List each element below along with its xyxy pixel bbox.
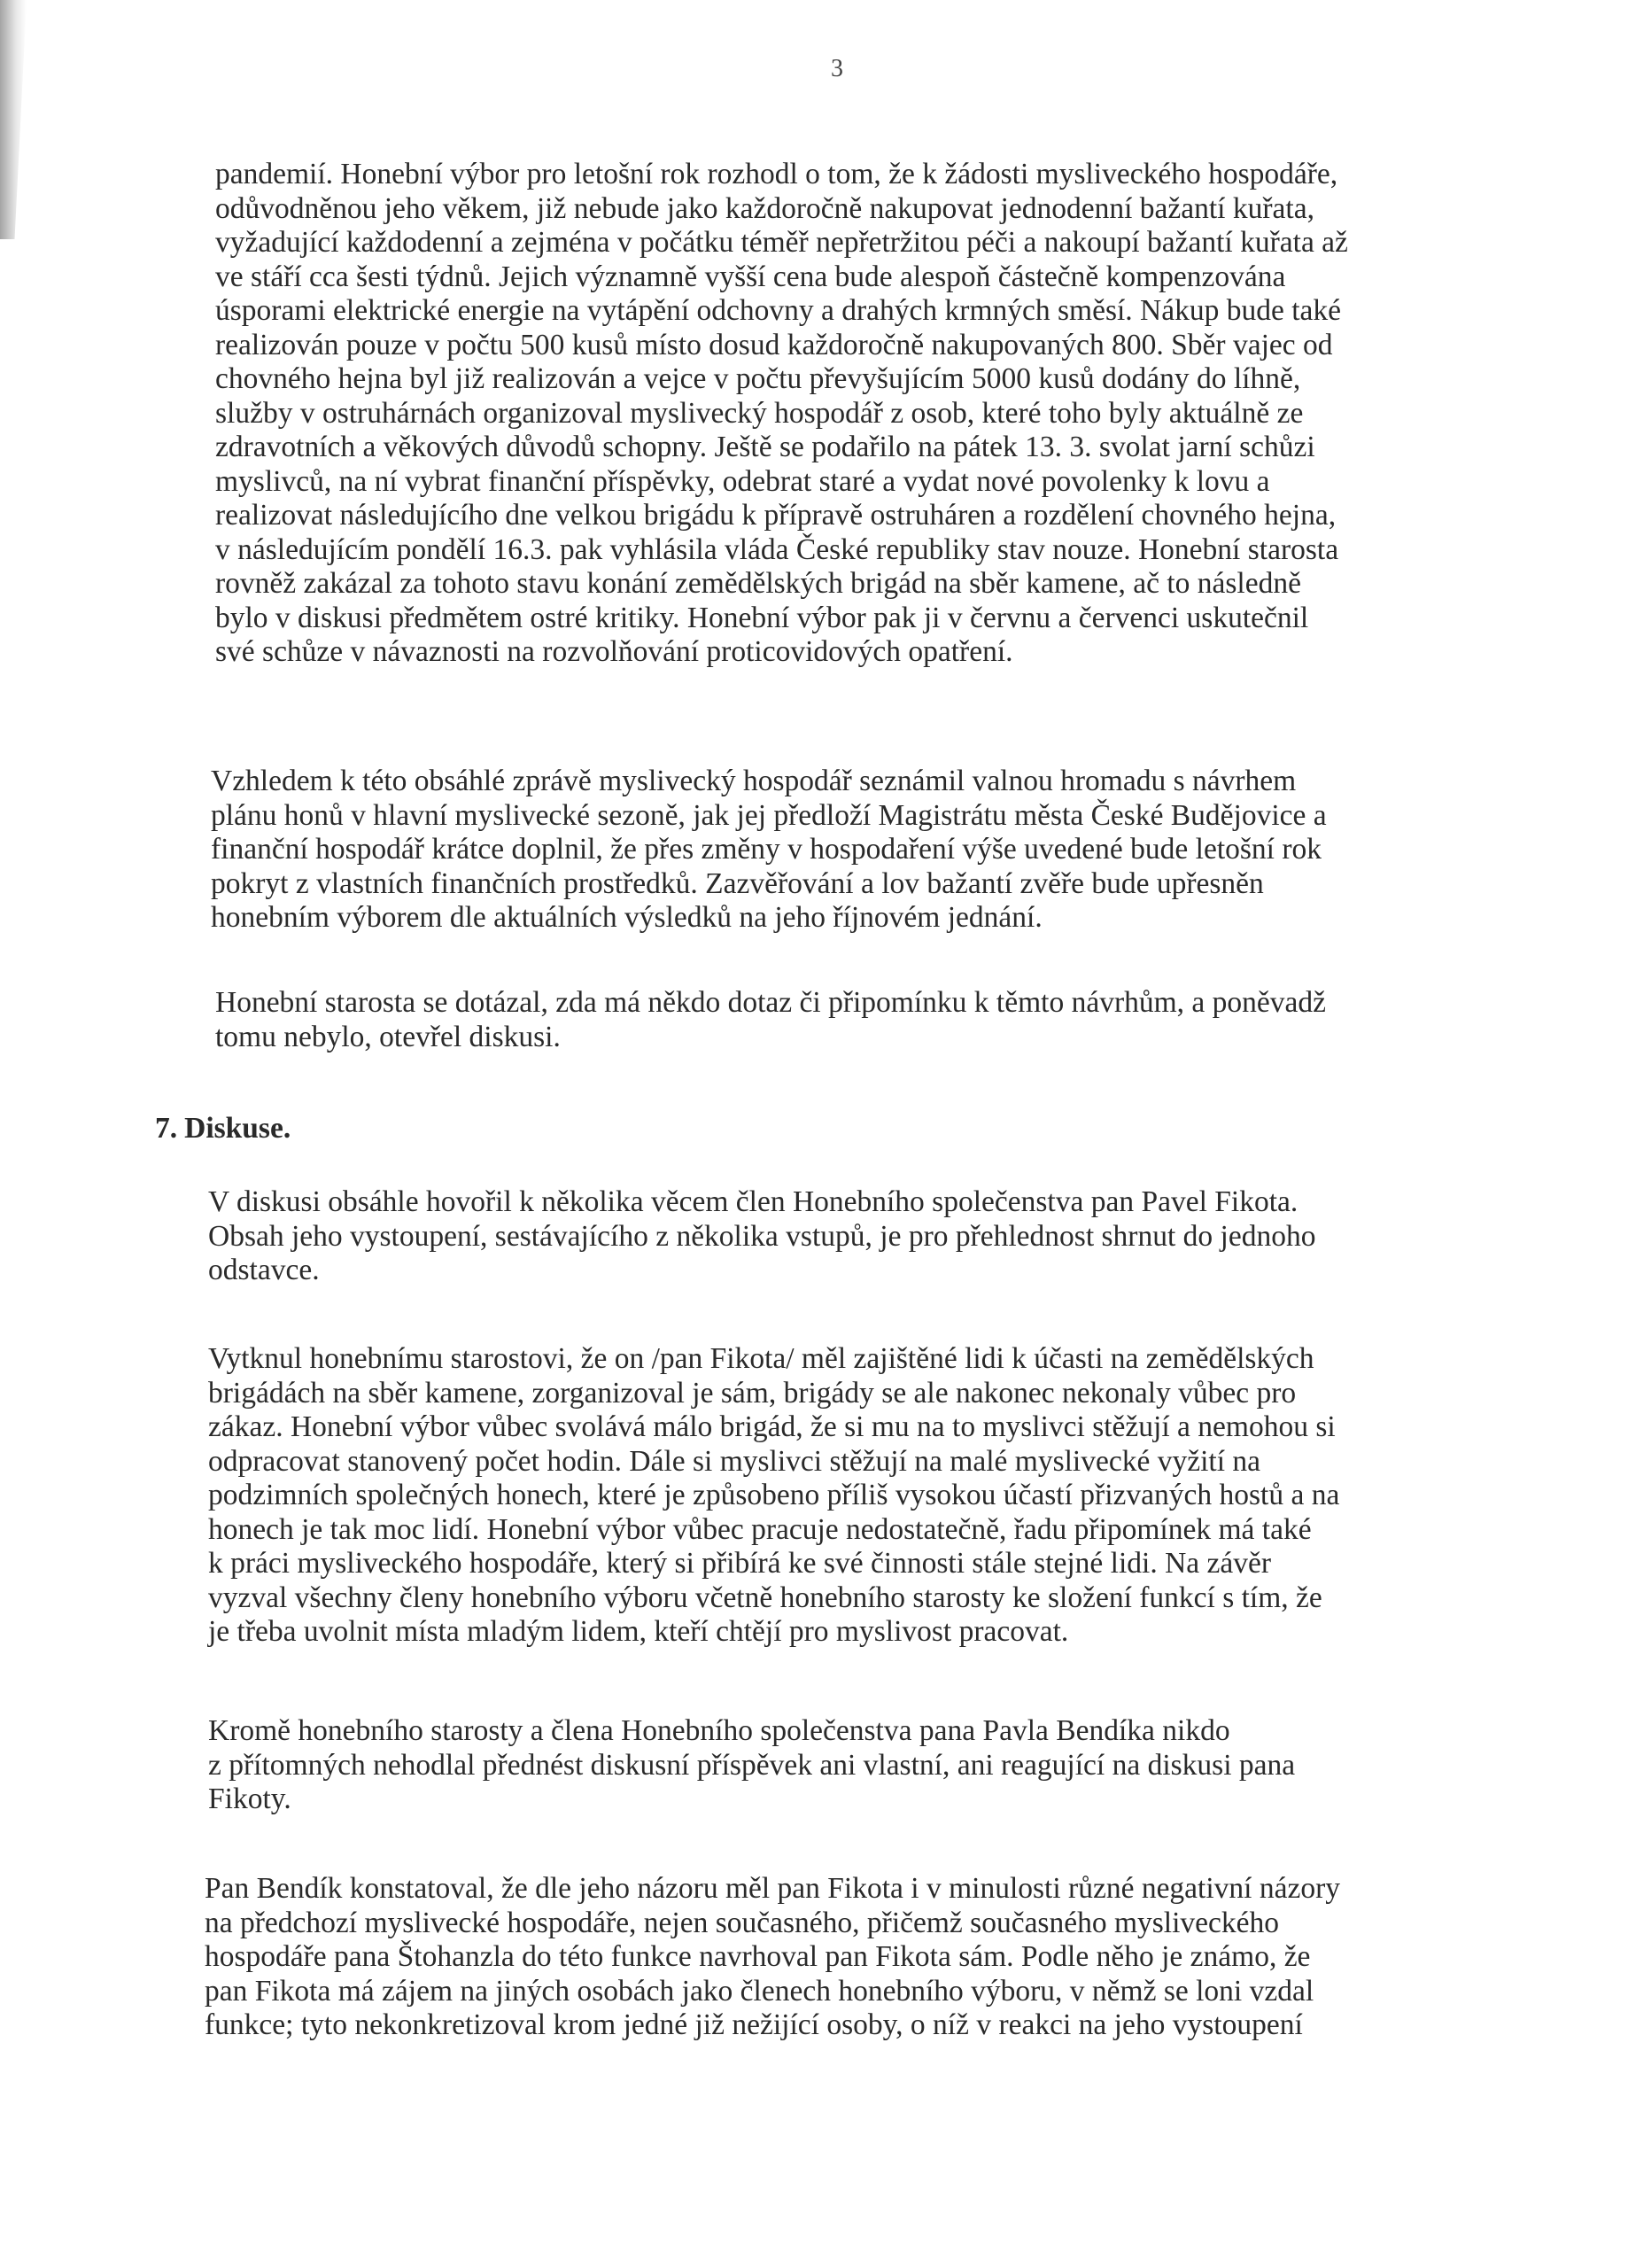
paragraph-line: odpracovat stanovený počet hodin. Dále si myslivci stěžují na malé myslivecké vyžití na (208, 1444, 1260, 1478)
paragraph-line: honebním výborem dle aktuálních výsledků na jeho říjnovém jednání. (211, 901, 1043, 934)
paragraph-line: své schůze v návaznosti na rozvolňování proticovidových opatření. (215, 635, 1013, 668)
paragraph-line: Vytknul honebnímu starostovi, že on /pan Fikota/ měl zajištěné lidi k účasti na zemědělských (208, 1342, 1314, 1375)
paragraph-fikota-intro (208, 1185, 1491, 1288)
paragraph-line: Obsah jeho vystoupení, sestávajícího z několika vstupů, je pro přehlednost shrnut do jednoho (208, 1219, 1316, 1253)
paragraph-line: V diskusi obsáhle hovořil k několika věcem člen Honebního společenstva pan Pavel Fikota. (208, 1185, 1299, 1218)
paragraph-line: Kromě honebního starosty a člena Honebního společenstva pana Pavla Bendíka nikdo (208, 1714, 1230, 1747)
paragraph-line: plánu honů v hlavní myslivecké sezoně, jak jej předloží Magistrátu města České Budějovice a (211, 798, 1327, 832)
paragraph-line: ve stáří cca šesti týdnů. Jejich významně vyšší cena bude alespoň částečně kompenzována (215, 260, 1286, 293)
section-heading-discussion (155, 1112, 291, 1146)
paragraph-no-other-speakers (208, 1714, 1491, 1817)
paragraph-line: finanční hospodář krátce doplnil, že přes změny v hospodaření výše uvedené bude letošní rok (211, 833, 1322, 866)
paragraph-line: odstavce. (208, 1254, 320, 1286)
section-title: Diskuse. (184, 1112, 291, 1145)
paragraph-line: myslivců, na ní vybrat finanční příspěvky, odebrat staré a vydat nové povolenky k lovu a (215, 464, 1270, 498)
paragraph-line: honech je tak moc lidí. Honební výbor vůbec pracuje nedostatečně, řadu připomínek má také (208, 1512, 1312, 1546)
paragraph-line: hospodáře pana Štohanzla do této funkce navrhoval pan Fikota sám. Podle něho je známo, že (205, 1940, 1311, 1973)
paragraph-line: v následujícím pondělí 16.3. pak vyhlásila vláda České republiky stav nouze. Honební starosta (215, 532, 1339, 566)
paragraph-line: tomu nebylo, otevřel diskusi. (215, 1020, 561, 1053)
paragraph-line: vyzval všechny členy honebního výboru včetně honebního starosty ke složení funkcí s tím, že (208, 1581, 1322, 1614)
paragraph-line: rovněž zakázal za tohoto stavu konání zemědělských brigád na sběr kamene, ač to následně (215, 567, 1301, 600)
paragraph-line: Pan Bendík konstatoval, že dle jeho názoru měl pan Fikota i v minulosti různé negativní názory (205, 1872, 1340, 1905)
paragraph-line: úsporami elektrické energie na vytápění odchovny a drahých krmných směsí. Nákup bude také (215, 294, 1342, 327)
paragraph-line: bylo v diskusi předmětem ostré kritiky. Honební výbor pak ji v červnu a červenci uskutečnil (215, 601, 1309, 634)
paragraph-discussion-open (215, 986, 1491, 1054)
paragraph-line: zdravotních a věkových důvodů schopny. Ještě se podařilo na pátek 13. 3. svolat jarní schůzi (215, 431, 1315, 463)
paragraph-line: služby v ostruhárnách organizoval myslivecký hospodář z osob, které toho byly aktuálně ze (215, 396, 1304, 430)
paragraph-line: z přítomných nehodlal přednést diskusní příspěvek ani vlastní, ani reagující na diskusi pana (208, 1748, 1296, 1782)
paragraph-line: na předchozí myslivecké hospodáře, nejen současného, přičemž současného mysliveckého (205, 1906, 1280, 1939)
paragraph-line: realizován pouze v počtu 500 kusů místo dosud každoročně nakupovaných 800. Sběr vajec od (215, 328, 1333, 361)
paragraph-line: pokryt z vlastních finančních prostředků. Zazvěřování a lov bažantí zvěře bude upřesněn (211, 866, 1264, 900)
paragraph-line: vyžadující každodenní a zejména v počátku téměř nepřetržitou péči a nakoupí bažantí kuřata až (215, 226, 1348, 259)
paragraph-hunting-committee (215, 158, 1491, 670)
paragraph-line: Vzhledem k této obsáhlé zprávě myslivecký hospodář seznámil valnou hromadu s návrhem (211, 765, 1297, 797)
paragraph-line: k práci mysliveckého hospodáře, který si přibírá ke své činnosti stále stejné lidi. Na závěr (208, 1547, 1272, 1580)
paragraph-line: funkce; tyto nekonkretizoval krom jedné již nežijící osoby, o níž v reakci na jeho vystoupení (205, 2008, 1303, 2041)
paragraph-line: chovného hejna byl již realizován a vejce v počtu převyšujícím 5000 kusů dodány do líhně, (215, 362, 1301, 395)
paragraph-line: podzimních společných honech, které je způsobeno příliš vysokou účastí přizvaných hostů a na (208, 1479, 1340, 1511)
section-number: 7. (155, 1112, 178, 1145)
paragraph-line: realizovat následujícího dne velkou brigádu k přípravě ostruháren a rozdělení chovného hejna, (215, 499, 1337, 532)
paragraph-line: odůvodněnou jeho věkem, již nebude jako každoročně nakupovat jednodenní bažantí kuřata, (215, 191, 1314, 225)
scan-edge-shadow (0, 0, 27, 239)
paragraph-line: pandemií. Honební výbor pro letošní rok rozhodl o tom, že k žádosti mysliveckého hospodáře, (215, 158, 1338, 190)
paragraph-line: je třeba uvolnit místa mladým lidem, kteří chtějí pro myslivost pracovat. (208, 1615, 1069, 1648)
paragraph-line: zákaz. Honební výbor vůbec svolává málo brigád, že si mu na to myslivci stěžují a nemohou si (208, 1410, 1336, 1443)
paragraph-line: pan Fikota má zájem na jiných osobách jako členech honebního výboru, v němž se loni vzdal (205, 1974, 1314, 2008)
page-number: 3 (831, 55, 843, 82)
paragraph-hunting-plan (211, 765, 1491, 936)
paragraph-fikota-criticism (208, 1342, 1491, 1650)
paragraph-line: Fikoty. (208, 1783, 291, 1815)
paragraph-line: brigádách na sběr kamene, zorganizoval je sám, brigády se ale nakonec nekonaly vůbec pro (208, 1376, 1297, 1410)
paragraph-line: Honební starosta se dotázal, zda má někdo dotaz či připomínku k těmto návrhům, a poněvadž (215, 986, 1327, 1019)
paragraph-bendik-response (205, 1872, 1491, 2043)
